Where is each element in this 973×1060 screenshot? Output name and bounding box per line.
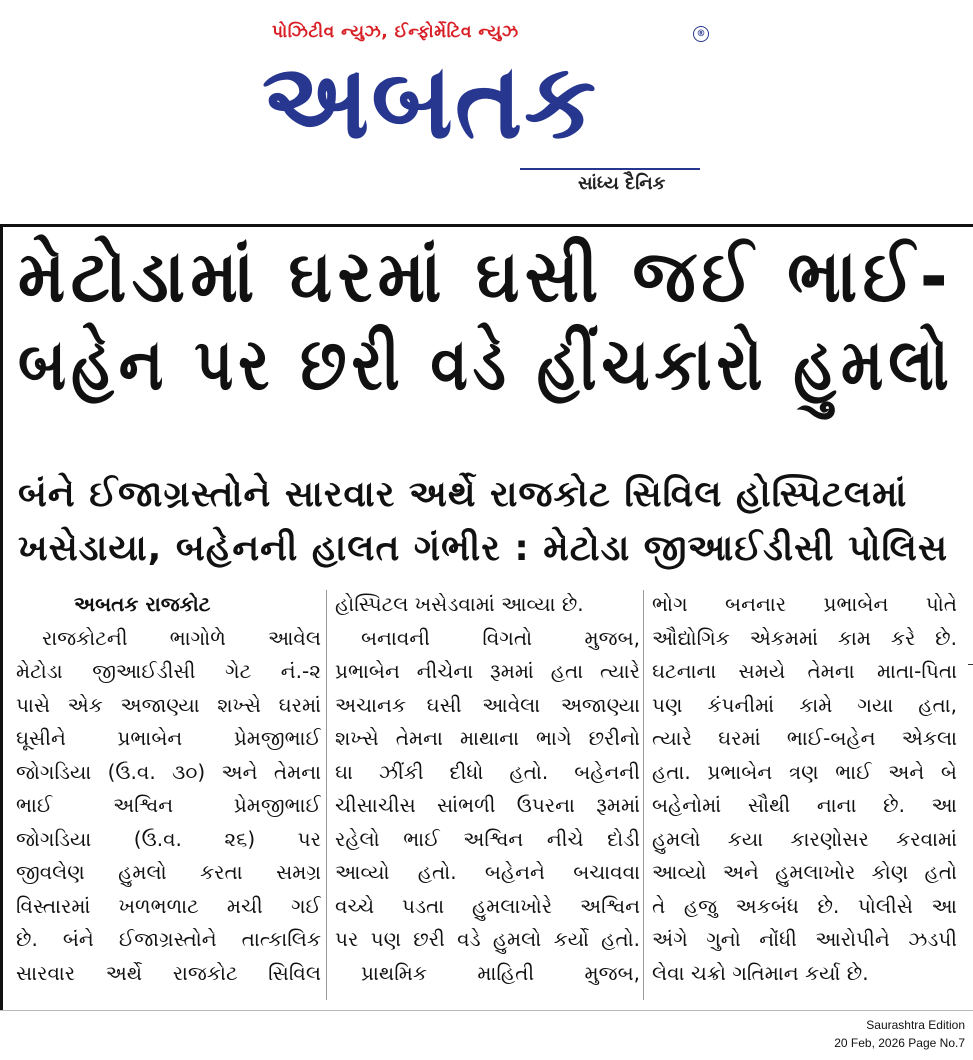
body-line: ઘૂસીને પ્રભાબેન પ્રેમજીભાઈ bbox=[16, 726, 321, 750]
body-line: હુમલો કયા કારણોસર કરવામાં bbox=[652, 826, 957, 851]
page-footer bbox=[834, 1016, 965, 1052]
body-line: ઘા ઝીંકી દીધો હતો. બહેનની bbox=[335, 759, 640, 784]
body-line: સારવાર અર્થે રાજકોટ સિવિલ bbox=[16, 960, 321, 985]
article-column-1 bbox=[16, 588, 321, 1008]
body-line: વચ્ચે પડતા હુમલાખોરે અશ્વિન bbox=[335, 893, 640, 918]
article-byline: અબતક રાજકોટ bbox=[74, 592, 211, 616]
body-line: બહેનોમાં સૌથી નાના છે. આ bbox=[652, 793, 957, 817]
headline-line: મેટોડામાં ઘરમાં ઘસી જઈ ભાઈ- bbox=[18, 234, 954, 318]
body-line: અચાનક ઘસી આવેલા અજાણ્યા bbox=[335, 692, 640, 717]
body-line: ભોગ બનનાર પ્રભાબેન પોતે bbox=[652, 592, 957, 616]
article-top-border bbox=[0, 224, 973, 227]
masthead bbox=[0, 0, 973, 222]
body-line: બનાવની વિગતો મુજબ, bbox=[361, 625, 640, 650]
body-line: ચીસાચીસ સાંભળી ઉપરના રૂમમાં bbox=[335, 793, 640, 817]
body-line: લેવા ચક્રો ગતિમાન કર્યા છે. bbox=[652, 960, 869, 985]
body-line: ઔદ્યોગિક એકમમાં કામ કરે છે. bbox=[652, 625, 957, 650]
body-line: પણ કંપનીમાં કામે ગયા હતા, bbox=[652, 692, 957, 717]
footer-divider bbox=[0, 1010, 973, 1011]
body-line: જોગડિયા (ઉ.વ. ૨૬) પર bbox=[16, 826, 321, 851]
registered-mark-icon: ® bbox=[693, 26, 709, 42]
article-subheadline bbox=[18, 468, 963, 576]
body-line: હોસ્પિટલ ખસેડવામાં આવ્યા છે. bbox=[335, 592, 584, 616]
column-divider bbox=[326, 590, 327, 1000]
article-column-3 bbox=[652, 588, 957, 1008]
body-line: શખ્સે તેમના માથાના ભાગે છરીનો bbox=[335, 726, 640, 750]
newspaper-logo: અબતક bbox=[262, 40, 599, 162]
body-line: તે હજુ અકબંધ છે. પોલીસે આ bbox=[652, 893, 957, 918]
article-headline bbox=[18, 232, 958, 408]
body-line: વિસ્તારમાં ખળભળાટ મચી ગઈ bbox=[16, 893, 321, 918]
body-line: આવ્યો અને હુમલાખોર કોણ હતો bbox=[652, 860, 957, 884]
body-line: પ્રાથમિક માહિતી મુજબ, bbox=[361, 960, 640, 985]
edition-label: Saurashtra Edition bbox=[866, 1018, 965, 1032]
masthead-tagline: પોઝિટીવ ન્યુઝ, ઈન્ફોર્મેટિવ ન્યુઝ bbox=[272, 22, 519, 42]
body-line: પર પણ છરી વડે હુમલો કર્યો હતો. bbox=[335, 927, 640, 951]
body-line: હતા. પ્રભાબેન ત્રણ ભાઈ અને બે bbox=[652, 759, 957, 784]
column-divider bbox=[643, 590, 644, 1000]
subheadline-line: બંને ઈજાગ્રસ્તોને સારવાર અર્થે રાજકોટ સિવિલ હોસ્પિટલમાં bbox=[18, 474, 908, 515]
body-line: આવ્યો હતો. બહેનને બચાવવા bbox=[335, 860, 640, 884]
body-line: જીવલેણ હુમલો કરતા સમગ્ર bbox=[16, 860, 321, 884]
margin-mark bbox=[968, 664, 973, 665]
body-line: મેટોડા જીઆઈડીસી ગેટ નં.-૨ bbox=[16, 659, 321, 683]
date-page-label: 20 Feb, 2026 Page No.7 bbox=[834, 1036, 965, 1050]
body-line: રાજકોટની ભાગોળે આવેલ bbox=[42, 625, 321, 650]
subheadline-line: ખસેડાયા, બહેનની હાલત ગંભીર : મેટોડા જીઆઈડીસી પોલિસ bbox=[18, 528, 948, 569]
body-line: જોગડિયા (ઉ.વ. ૩૦) અને તેમના bbox=[16, 759, 321, 784]
body-line: રહેલો ભાઈ અશ્વિન નીચે દોડી bbox=[335, 826, 640, 851]
headline-line: બહેન પર છરી વડે હીંચકારો હુમલો bbox=[18, 322, 954, 406]
body-line: પ્રભાબેન નીચેના રૂમમાં હતા ત્યારે bbox=[335, 659, 640, 683]
article-left-border bbox=[0, 224, 3, 1010]
masthead-subtitle: સાંધ્ય દૈનિક bbox=[578, 173, 666, 194]
body-line: પાસે એક અજાણ્યા શખ્સે ઘરમાં bbox=[16, 692, 321, 717]
body-line: ઘટનાના સમયે તેમના માતા-પિતા bbox=[652, 659, 957, 683]
logo-underline bbox=[520, 168, 700, 170]
article-column-2 bbox=[335, 588, 640, 1008]
body-line: છે. બંને ઈજાગ્રસ્તોને તાત્કાલિક bbox=[16, 927, 321, 951]
body-line: અંગે ગુનો નોંધી આરોપીને ઝડપી bbox=[652, 927, 957, 951]
body-line: ત્યારે ઘરમાં ભાઈ-બહેન એકલા bbox=[652, 726, 957, 750]
body-line: ભાઈ અશ્વિન પ્રેમજીભાઈ bbox=[16, 793, 321, 817]
